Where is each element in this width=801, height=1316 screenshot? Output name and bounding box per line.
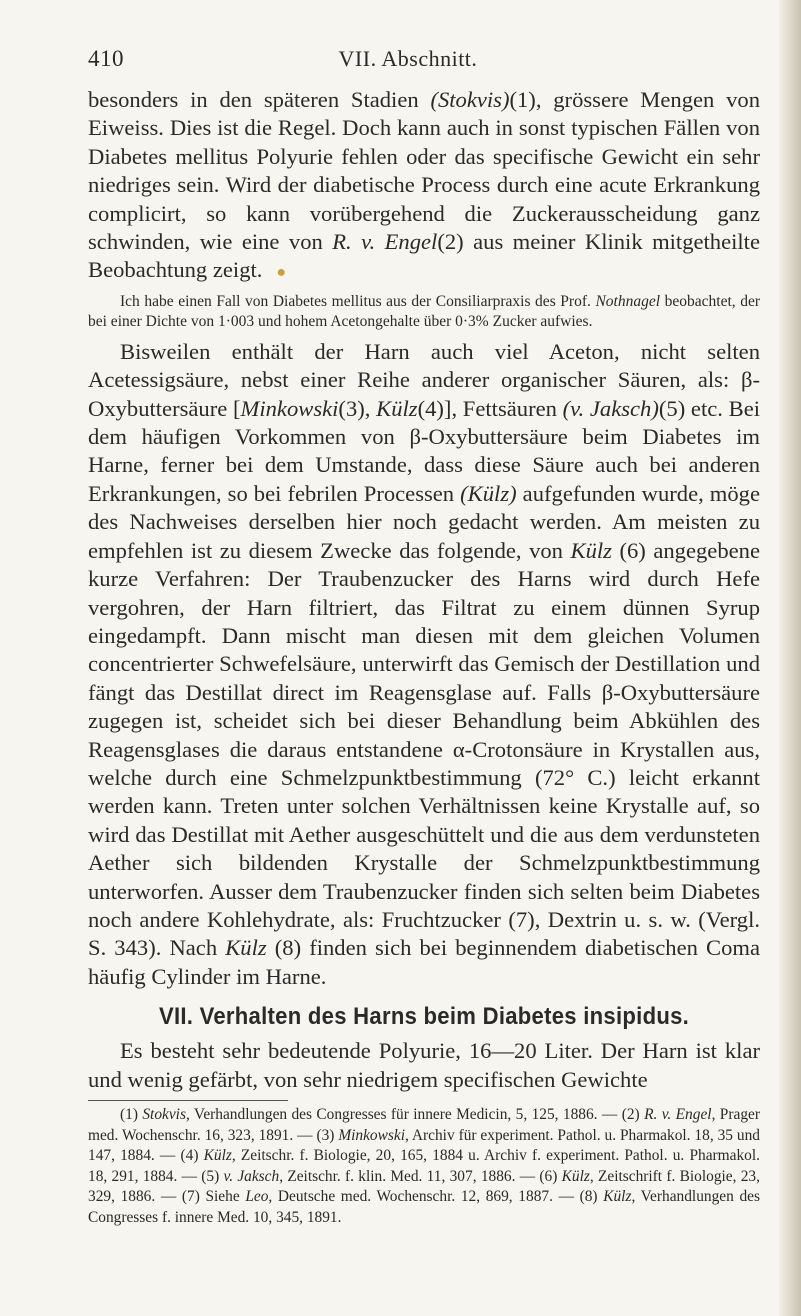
footnote-block [88, 1105, 760, 1228]
paragraph-1 [88, 86, 760, 288]
footnote-text: , Deutsche med. Wochenschr. 12, 869, 1887. — (8) [268, 1188, 604, 1205]
footnote-divider [88, 1100, 288, 1101]
footnotes [88, 1105, 760, 1228]
paragraph-3: Es besteht sehr bedeutende Polyurie, 16—20 Liter. Der Harn ist klar und wenig gefärbt, von sehr niedrigem specifischen Gewichte [88, 1038, 760, 1092]
paragraph-2 [88, 338, 760, 991]
citation: Külz [225, 935, 267, 961]
citation: Külz [561, 1167, 590, 1185]
citation: Külz [203, 1147, 232, 1164]
citation: Külz [603, 1188, 632, 1205]
text-run: (1), grössere Mengen von Eiweiss. Dies ist die Regel. Doch kann auch in sonst typischen Fällen von Diabetes mellitus Polyurie fehlen oder das specifische Gewicht ein sehr niedriges sein. Wird der diabetische Process durch eine acute Erkrankung complicirt, so kann vorübergehend die Zuckerausscheidung ganz schwinden, wie eine von [88, 87, 760, 255]
citation: (Stokvis) [430, 87, 510, 112]
footnote-number: (1) [120, 1106, 143, 1123]
text-run: beobachtet, der bei einer Dichte von 1·003 und hohem Acetongehalte über 0·3% Zucker aufwies. [88, 292, 760, 330]
text-run: (3), [338, 395, 377, 421]
text-run: (5) etc. Bei dem häufigen Vorkommen von β-Oxybuttersäure beim Diabetes im Harne, ferner bei dem Umstande, dass diese Säure auch bei anderen Erkrankungen, so bei febrilen Processen [88, 395, 761, 506]
text-run: (4)], Fettsäuren [417, 395, 563, 421]
citation: Külz [570, 537, 612, 563]
running-head: VII. Abschnitt. [338, 46, 478, 71]
citation: Leo [245, 1188, 269, 1205]
footnote-text: , Zeitschrift f. Biologie, 23, 329, 1886. — (7) Siehe [88, 1167, 760, 1205]
citation: Stokvis [142, 1106, 186, 1123]
citation: (Külz) [460, 480, 517, 506]
page-header [88, 36, 728, 70]
page-number: 410 [88, 46, 124, 71]
citation: Külz [376, 395, 418, 421]
footnote-text: , Zeitschr. f. klin. Med. 11, 307, 1886. — (6) [279, 1167, 562, 1185]
citation: v. Jaksch [223, 1167, 280, 1185]
ink-mark-icon: ● [276, 264, 287, 282]
text-run: Ich habe einen Fall von Diabetes mellitus aus der Consiliarpraxis des Prof. [120, 292, 596, 310]
text-run: (2) aus meiner Klinik mitgetheilte Beobachtung zeigt. [88, 229, 760, 283]
citation: Minkowski [338, 1126, 405, 1144]
page-edge-shadow [779, 0, 801, 1316]
footnote-number: (2) [617, 1106, 645, 1123]
citation: R. v. Engel [332, 229, 438, 255]
footnote-text: , Verhandlungen des Congresses f. innere Med. 10, 345, 1891. [88, 1188, 760, 1226]
text-run: aufgefunden wurde, möge des Nachweises derselben hier noch gedacht werden. Am meisten zu empfehlen ist zu diesem Zwecke das folgende, von [88, 480, 760, 563]
citation: Nothnagel [595, 292, 661, 310]
section-heading: VII. Verhalten des Harns beim Diabetes insipidus. [158, 1003, 690, 1031]
footnote-text: , Prager med. Wochenschr. 16, 323, 1891. — (3) [88, 1106, 760, 1144]
text-run: (8) finden sich bei beginnendem diabetischen Coma häufig Cylinder im Harne. [88, 935, 760, 989]
text-run: besonders in den späteren Stadien [88, 87, 431, 112]
footnote-text: , Archiv für experiment. Pathol. u. Pharmakol. 18, 35 und 147, 1884. — (4) [88, 1126, 760, 1164]
text-run: (6) angegebene kurze Verfahren: Der Traubenzucker des Harns wird durch Hefe vergohren, der Harn filtriert, das Filtrat zu einem dünnen Syrup eingedampft. Dann mischt man diesen mit dem gleichen Volumen concentrierter Schwefelsäure, unterwirft das Gemisch der Destillation und fängt das Destillat direct im Reagensglase auf. Falls β-Oxybuttersäure zugegen ist, scheidet sich bei dieser Behandlung beim Abkühlen des Reagensglases die daraus entstandene α-Crotonsäure in Krystallen aus, welche durch eine Schmelzpunktbestimmung (72° C.) leicht erkannt werden kann. Treten unter solchen Verhältnissen keine Krystalle auf, so wird das Destillat mit Aether ausgeschüttelt und die aus dem verdunsteten Aether sich bildenden Krystalle der Schmelzpunktbestimmung unterworfen. Ausser dem Traubenzucker finden sich selten beim Diabetes noch andere Kohlehydrate, als: Fruchtzucker (7), Dextrin u. s. w. (Vergl. S. 343). Nach [88, 537, 760, 961]
footnote-text: , Verhandlungen des Congresses für innere Medicin, 5, 125, 1886. — [185, 1106, 618, 1123]
footnote-text: , Zeitschr. f. Biologie, 20, 165, 1884 u. Archiv f. experiment. Pathol. u. Pharmakol. 18, 291, 1884. — (5) [88, 1147, 760, 1185]
small-note [88, 292, 760, 332]
citation: Minkowski [240, 395, 339, 421]
text-run: Bisweilen enthält der Harn auch viel Aceton, nicht selten Acetessigsäure, nebst einer Reihe anderer organischer Säuren, als: β-Oxybuttersäure [ [88, 338, 760, 421]
text-column [88, 86, 760, 1228]
citation: R. v. Engel [644, 1106, 712, 1123]
citation: (v. Jaksch) [562, 395, 659, 421]
